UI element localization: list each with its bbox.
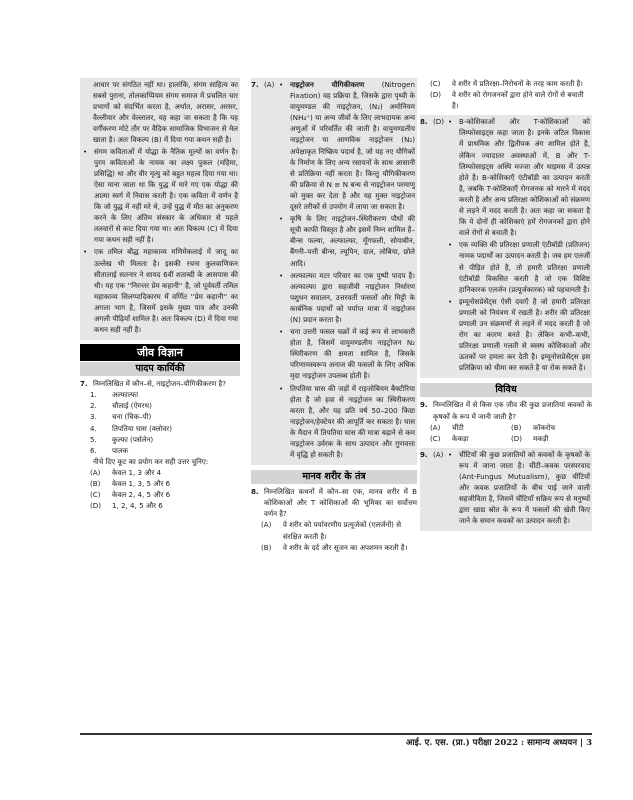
- question-9-options: [420, 422, 592, 444]
- question-8: [251, 484, 417, 553]
- bullet-icon: •: [279, 270, 284, 280]
- bullet-icon: •: [83, 146, 88, 156]
- answer-8: [420, 115, 592, 378]
- option-d: (D) मकड़ी: [511, 433, 549, 443]
- bullet-lymphocytes: • B-कोशिकाओं और T-कोशिकाओं को लिम्फोसाइट्स कहा जाता है। इनके जटिल विकास में प्राथमिक और द्वितीयक अंग शामिल होते है, लेकिन ज्यादातर अवस्थाओं में, B और T-लिम्फोसाइट्स अस्थि मज्जा और थाइमस में उत्पन्न होते है। B-कोशिकाएँ एंटीबॉडी का उत्पादन करती है, जबकि T-कोशिकाएँ रोगजनक को मारने में मदद करती है और अन्य प्रतिरक्षा कोशिकाओं को संक्रमण से लड़ने में मदद करती है। अतः कहा जा सकता है कि ये दोनों ही कोशिकाएं हमें रोगजनकों द्वारा होने वाले रोगों से बचाती है।: [448, 117, 590, 238]
- option-b: (B) कॉकरोच: [511, 422, 555, 432]
- answer-7: [251, 78, 417, 465]
- bullet-icon: •: [279, 214, 284, 224]
- section-heading-miscellaneous: विविध: [420, 382, 592, 397]
- list-item: 2. चौलाई (ऐमरथ): [90, 401, 152, 411]
- answer-option: (C) वे शरीर में प्रतिरक्षा–निरोधनों के तरह काम करती है।: [430, 79, 583, 88]
- answer-9: [420, 448, 592, 532]
- answer-option: (C) केवल 2, 4, 5 और 6: [90, 490, 171, 500]
- bullet-icon: •: [448, 449, 453, 459]
- bullet-manimekalai: • एक तमिल बौद्ध महाकाव्य मणिमेकलाई में जादू का उल्लेख भी मिलता है। इसकी रचना कुलवाणिकन सीतालाई सतनार ने शायद 6वीं शताब्दी के आसपास की थी। यह एक ''निरन्तर प्रेम कहानी'' है, जो पूर्ववर्ती तमिल महाकाव्य सिलप्पादिकारम में वर्णित ''प्रेम कहानी'' का अगला भाग है, जिसमें इसके मुख्य पात्र और उनकी अगली पीढ़ियाँ शामिल है। अतः विकल्प (D) में दिया गया कथन सही नहीं है।: [83, 247, 238, 335]
- section-heading-human-body: मानव शरीर के तंत्र: [251, 469, 417, 484]
- column-left: [80, 78, 240, 511]
- question-7: [80, 376, 240, 511]
- option-c: (C) केकड़ा: [430, 433, 469, 443]
- footer-title: आई. ए. एस. (प्रा.) परीक्षा 2022 : सामान्य अध्ययन: [405, 738, 578, 748]
- question-8-options-part1: [251, 519, 417, 552]
- bullet-alfalfa: • अल्फाल्फा मटर परिवार का एक पुष्पी पादप है। अल्फाल्फा द्वारा सहजीवी नाइट्रोजन निर्धारण पशुधन सवालन, उत्तरवर्ती फसलों और मिट्टी के कार्बनिक पदार्थों को पर्याप्त मात्रा में नाइट्रोजन (N) प्रदान करता है।: [279, 270, 415, 324]
- question-9: [420, 397, 592, 443]
- question-8-stem: 8. निम्नलिखित कथनों में कौन–सा एक, मानव शरीर में B कोशिकाओं और T कोशिकाओं की भूमिका का सर्वोत्तम वर्णन है?: [251, 487, 417, 519]
- answer-option: (A) वे शरीर को पर्यावरणीय प्रत्यूर्जकों (एलर्जनों) से संरक्षित करती है।: [261, 520, 401, 541]
- option-a: (A) चींटी: [430, 422, 464, 432]
- bullet-clover: • तिपतिया घास की जड़ों में राइजोबियम बैक्टीरिया होता है जो हवा से नाइट्रोजन का स्थिरीकरण करता है, और यह प्रति वर्ष 50–200 किग्रा नाइट्रोजन/हेक्टेयर की आपूर्ति कर सकता है। घास के मैदान में तिपतिया घास की मात्रा बढ़ाने से कम नाइट्रोजन उर्वरक के साथ उत्पादन और गुणवत्ता में वृद्धि हो सकती है।: [279, 383, 415, 460]
- bullet-allergens: • एक व्यक्ति की प्रतिरक्षा प्रणाली एंटीबॉडी (प्रतिजन) नामक पदार्थों का उत्पादन करती है। जब हम एलर्जी से पीड़ित होते है, तो हमारी प्रतिरक्षा प्रणाली एंटीबॉडी विकसित करती है जो एक विशिष्ट हानिकारक एलर्जन (प्रत्यूर्जकारक) को पहचानती है।: [448, 240, 590, 294]
- bullet-icon: •: [448, 240, 453, 250]
- list-item: 5. कुल्फा (पर्सलेन): [90, 434, 154, 444]
- subsection-heading-plant-physiology: पादप कार्यिकी: [80, 361, 240, 376]
- list-item: 6. पालक: [90, 445, 129, 455]
- answer-option: (A) केवल 1, 3 और 4: [90, 467, 162, 477]
- question-7-options: [80, 467, 240, 511]
- section-heading-biology: जीव विज्ञान: [80, 344, 240, 361]
- bullet-icon: •: [448, 117, 453, 127]
- page-footer: [380, 737, 592, 748]
- page-number: 3: [586, 738, 592, 748]
- list-item: 4. तिपतिया घास (क्लोवर): [90, 423, 172, 433]
- column-right: [420, 78, 592, 531]
- footer-separator: |: [580, 738, 587, 748]
- bullet-icon: •: [83, 247, 88, 257]
- question-7-instruction: नीचे दिए कूट का प्रयोग कर सही उत्तर चुनिए:: [93, 456, 209, 466]
- answer-option: (B) केवल 1, 3, 5 और 6: [90, 479, 171, 488]
- bullet-immunosuppressants: • इम्यूनोसप्रेसेंट्स ऐसी दवाएँ है जो हमारी प्रतिरक्षा प्रणाली को नियंत्रण में रखती है। शरीर की प्रतिरक्षा प्रणाली उन संक्रमणों से लड़ने में मदद करती है जो रोग का कारण बनते है। लेकिन कभी–कभी, प्रतिरक्षा प्रणाली गलती से स्वस्थ कोशिकाओं और ऊतकों पर हमला कर देती है। इम्यूनोसप्रेसेंट्स इस प्रतिक्रिया को धीमा कर सकते है या रोक सकते है।: [448, 296, 590, 373]
- question-7-list: [80, 389, 240, 456]
- list-item: 1. अल्फाल्फा: [90, 390, 139, 400]
- answer-option: (D) 1, 2, 4, 5 और 6: [90, 501, 163, 511]
- bullet-icon: •: [448, 296, 453, 306]
- bullet-plant-list: • कृषि के लिए नाइट्रोजन–स्थिरीकरण पौधों की सूची काफी विस्तृत है और इसमें निम्न शामिल है– बीन्स फल्या, अल्फाल्फा, मूँगफली, सोयाबीन, बैंगनी–पत्ती बीन्स, ल्यूपिन, दाल, लोबिया, छोले आदि।: [279, 214, 415, 268]
- bullet-nitrogen-fixation: • नाइट्रोजन यौगिकीकरण (Nitrogen Fixation) वह प्रक्रिया है, जिसके द्वारा पृथ्वी के वायुमण्डल की नाइट्रोजन, (N₂) अमोनियम (NH₄⁺) या अन्य जीवों के लिए लाभदायक अन्य अणुओं में परिवर्तित की जाती है। वायुमण्डलीय नाइट्रोजन या आणविक नाइट्रोजन (N₂) अपेक्षाकृत निष्क्रिय पदार्थ है, जो यह नए यौगिकों के निर्माण के लिए अन्य रसायनों के साथ आसानी से प्रतिक्रिया नहीं करता है। किन्तु यौगिकीकरण की प्रक्रिया से N ≡ N बन्ध से नाइट्रोजन परमाणु को मुक्त कर देता है और यह मुक्त नाइट्रोजन दूसरे तरीकों से उपयोग में लाया जा सकता है।: [279, 80, 415, 212]
- answer-8-head: 8. (D) • B-कोशिकाओं और T-कोशिकाओं को लिम्फोसाइट्स कहा जाता है। इनके जटिल विकास में प्राथमिक और द्वितीयक अंग शामिल होते है, लेकिन ज्यादातर अवस्थाओं में, B और T-लिम्फोसाइट्स अस्थि मज्जा और थाइमस में उत्पन्न होते है। B-कोशिकाएँ एंटीबॉडी का उत्पादन करती है, जबकि T-कोशिकाएँ रोगजनक को मारने में मदद करती है और अन्य प्रतिरक्षा कोशिकाओं को संक्रमण से लड़ने में मदद करती है। अतः कहा जा सकता है कि ये दोनों ही कोशिकाएं हमें रोगजनकों द्वारा होने वाले रोगों से बचाती है। • एक व्यक्ति की प्रतिरक्षा प्रणाली एंटीबॉडी (प्रतिजन) नामक पदार्थों का उत्पादन करती है। जब हम एलर्जी से पीड़ित होते है, तो हमारी प्रतिरक्षा प्रणाली एंटीबॉडी विकसित करती है जो एक विशिष्ट हानिकारक एलर्जन (प्रत्यूर्जकारक) को पहचानती है। • इम्यूनोसप्रेसेंट्स ऐसी दवाएँ है जो हमारी प्रतिरक्षा प्रणाली को नियंत्रण में रखती है। शरीर की प्रतिरक्षा प्रणाली उन संक्रमणों से लड़ने में मदद करती है जो रोग का कारण बनते है। लेकिन कभी–कभी, प्रतिरक्षा प्रणाली गलती से स्वस्थ कोशिकाओं और ऊतकों पर हमला कर देती है। इम्यूनोसप्रेसेंट्स इस प्रतिक्रिया को धीमा कर सकते है या रोक सकते है।: [420, 117, 590, 373]
- footer-divider: [80, 733, 592, 735]
- bullet-sangam-poems: • संगम कविताओं में योद्धा के नैतिक मूल्यों का वर्णन है। पुरम कविताओं के नायक का लक्ष्य पुकल (महिमा, प्रसिद्धि) था और वीर मृत्यु को बहुत महत्व दिया गया था। ऐसा माना जाता था कि युद्ध में मारे गए एक योद्धा की आत्मा स्वर्ग में निवास करती है। एक कविता में वर्णन है कि जो युद्ध में नहीं मरे थे, उन्हें युद्ध में मौत का अनुकरण करने के लिए अंतिम संस्कार के अधिकार से पहले तलवारों से काट दिया गया था। अतः विकल्प (C) में दिया गया कथन सही नहीं है।: [83, 146, 238, 245]
- bullet-icon: •: [279, 383, 284, 393]
- bullet-icon: •: [279, 80, 284, 89]
- list-item: 3. चना (चिक–पी): [90, 412, 152, 422]
- answer-6-continuation: [80, 78, 240, 340]
- answer-9-head: 9. (A) • चींटियों की कुछ प्रजातियों को कवकों के कृषकों के रूप में जाना जाता है। चींटी–कवक परस्परवाद (Ant-Fungus Mutualism), कुछ चींटियों और कवक प्रजातियों के बीच पाई जाने वाली सहजीविता है, जिसमें चींटियाँ सक्रिय रूप से मनुष्यों द्वारा खाद्य स्रोत के रूप में फसलों की खेती किए जाने के समान कवकों का उत्पादन करती है।: [420, 449, 590, 526]
- question-8-options-part2: [420, 78, 592, 111]
- bullet-chickpea: • चना उत्तरी फसल चक्रों में कई रूप से लाभकारी होता है, जिसमें वायुमण्डलीय नाइट्रोजन N₂ स्थिरीकरण की क्षमता शामिल है, जिसके परिणामस्वरूप अनाज की फसलों के लिए अधिक मृदा नाइट्रोजन उपलब्ध होती है।: [279, 327, 415, 381]
- answer-option: (B) वे शरीर के दर्द और सूजन का अपशमन करती है।: [261, 542, 408, 552]
- question-9-stem: 9. निम्नलिखित में से किस एक जीव की कुछ प्रजातियां कवकों के कृषकों के रूप में जानी जाती है?: [420, 400, 592, 421]
- intro-paragraph: आधार पर संगठित नहीं था। हालांकि, संगम साहित्य का सबसे पुराना, तोलकाप्पियम संगम समाज में प्रचलित चार प्रभागों को संदर्भित करता है, अर्थात, अरासर, अरसर, वैल्लीयार और वेल्लालर, यह कहा जा सकता है कि यह वर्गीकरण मोटे तौर पर वैदिक सामाजिक विभाजन से मेल खाता है। अतः विकल्प (B) में दिया गया कथन सही है।: [93, 80, 238, 145]
- bullet-icon: •: [279, 327, 284, 337]
- answer-7-head: 7. (A) • नाइट्रोजन यौगिकीकरण (Nitrogen Fixation) वह प्रक्रिया है, जिसके द्वारा पृथ्वी के वायुमण्डल की नाइट्रोजन, (N₂) अमोनियम (NH₄⁺) या अन्य जीवों के लिए लाभदायक अन्य अणुओं में परिवर्तित की जाती है। वायुमण्डलीय नाइट्रोजन या आणविक नाइट्रोजन (N₂) अपेक्षाकृत निष्क्रिय पदार्थ है, जो यह नए यौगिकों के निर्माण के लिए अन्य रसायनों के साथ आसानी से प्रतिक्रिया नहीं करता है। किन्तु यौगिकीकरण की प्रक्रिया से N ≡ N बन्ध से नाइट्रोजन परमाणु को मुक्त कर देता है और यह मुक्त नाइट्रोजन दूसरे तरीकों से उपयोग में लाया जा सकता है। • कृषि के लिए नाइट्रोजन–स्थिरीकरण पौधों की सूची काफी विस्तृत है और इसमें निम्न शामिल है– बीन्स फल्या, अल्फाल्फा, मूँगफली, सोयाबीन, बैंगनी–पत्ती बीन्स, ल्यूपिन, दाल, लोबिया, छोले आदि। • अल्फाल्फा मटर परिवार का एक पुष्पी पादप है। अल्फाल्फा द्वारा सहजीवी नाइट्रोजन निर्धारण पशुधन सवालन, उत्तरवर्ती फसलों और मिट्टी के कार्बनिक पदार्थों को पर्याप्त मात्रा में नाइट्रोजन (N) प्रदान करता है। • चना उत्तरी फसल चक्रों में कई रूप से लाभकारी होता है, जिसमें वायुमण्डलीय नाइट्रोजन N₂ स्थिरीकरण की क्षमता शामिल है, जिसके परिणामस्वरूप अनाज की फसलों के लिए अधिक मृदा नाइट्रोजन उपलब्ध होती है। • तिपतिया घास की जड़ों में राइजोबियम बैक्टीरिया होता है जो हवा से नाइट्रोजन का स्थिरीकरण करता है, और यह प्रति वर्ष 50–200 किग्रा नाइट्रोजन/हेक्टेयर की आपूर्ति कर सकता है। घास के मैदान में तिपतिया घास की मात्रा बढ़ाने से कम नाइट्रोजन उर्वरक के साथ उत्पादन और गुणवत्ता में वृद्धि हो सकती है।: [251, 80, 415, 460]
- question-7-stem: 7. निम्नलिखित में कौन–से, नाइट्रोजन–यौगिकीकरण है?: [80, 379, 227, 389]
- column-middle: [251, 78, 417, 553]
- answer-option: (D) वे शरीर को रोगजनकों द्वारा होने वाले रोगों से बचाती है।: [430, 90, 584, 111]
- bullet-ant-fungus: • चींटियों की कुछ प्रजातियों को कवकों के कृषकों के रूप में जाना जाता है। चींटी–कवक परस्परवाद (Ant-Fungus Mutualism), कुछ चींटियों और कवक प्रजातियों के बीच पाई जाने वाली सहजीविता है, जिसमें चींटियाँ सक्रिय रूप से मनुष्यों द्वारा खाद्य स्रोत के रूप में फसलों की खेती किए जाने के समान कवकों का उत्पादन करती है।: [448, 449, 590, 526]
